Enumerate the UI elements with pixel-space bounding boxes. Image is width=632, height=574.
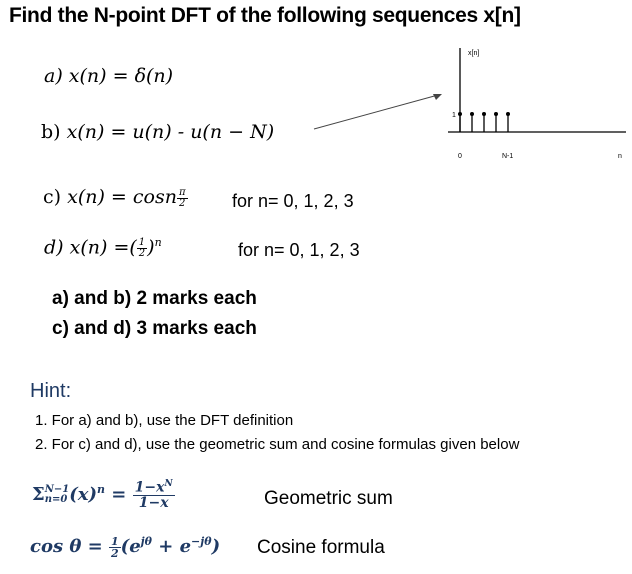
sequence-d-label: d) — [44, 236, 64, 259]
pointer-arrow-line — [314, 95, 438, 129]
sequence-a-expr: x(n) = δ(n) — [68, 65, 174, 87]
stem-marker — [506, 112, 510, 116]
sequence-c-frac-den: 2 — [179, 197, 186, 209]
geometric-sum-label: Geometric sum — [264, 488, 393, 509]
sequence-c — [43, 186, 188, 209]
cosine-exponent-2: −jθ — [191, 535, 212, 548]
stem-marker — [494, 112, 498, 116]
hint-item-1: 1. For a) and b), use the DFT definition — [35, 412, 294, 429]
stem-marker — [482, 112, 486, 116]
cosine-rhs-mid: + e — [151, 536, 192, 557]
stem-marker — [470, 112, 474, 116]
sequence-d-fraction — [137, 238, 147, 259]
sequence-c-condition: for n= 0, 1, 2, 3 — [232, 191, 354, 211]
marks-line-1: a) and b) 2 marks each — [52, 288, 257, 309]
sequence-d-exponent: n — [154, 236, 162, 249]
cosine-rhs-open: (e — [120, 536, 141, 557]
sigma-upper-limit: N−1 — [44, 483, 70, 495]
geometric-sum-numerator-exponent: N — [164, 479, 173, 489]
geometric-sum-formula — [32, 480, 175, 510]
sequence-b-label: b) — [41, 121, 61, 143]
geometric-sum-exponent: n — [96, 482, 105, 496]
hint-heading: Hint: — [30, 380, 72, 402]
stem-plot-y-tick: 1 — [452, 112, 456, 119]
stem-plot-x-tick-end: N-1 — [502, 153, 514, 160]
sequence-d — [44, 236, 162, 259]
cosine-formula — [30, 535, 220, 559]
cosine-rhs-close: ) — [211, 536, 221, 557]
geometric-sum-fraction — [133, 480, 175, 510]
sequence-d-expr: x(n) =( — [69, 236, 137, 259]
sequence-c-label: c) — [43, 186, 62, 208]
geometric-sum-numerator: 1−x — [134, 479, 165, 496]
cosine-lhs: cos θ = — [30, 536, 103, 557]
sequence-c-expr: x(n) = cosn — [67, 186, 177, 208]
sigma-limits — [45, 485, 69, 505]
sigma-symbol: Σ — [32, 483, 45, 505]
sequence-b — [41, 121, 274, 143]
sequence-a — [44, 65, 173, 87]
sequence-d-frac-num: 1 — [138, 236, 146, 248]
cosine-frac-den: 2 — [111, 546, 119, 560]
sigma-lower-limit: n=0 — [44, 493, 68, 505]
cosine-exponent-1: jθ — [140, 535, 152, 548]
geometric-sum-denominator: 1−x — [138, 494, 169, 511]
cosine-fraction — [109, 536, 121, 559]
sequence-d-condition: for n= 0, 1, 2, 3 — [238, 240, 360, 260]
geometric-sum-equals: = — [104, 483, 127, 505]
pointer-arrow — [310, 85, 450, 135]
stem-plot-x-tick-start: 0 — [458, 153, 462, 160]
sequence-d-suffix: ) — [147, 236, 155, 259]
geometric-sum-body: (x) — [69, 483, 97, 505]
marks-line-2: c) and d) 3 marks each — [52, 318, 257, 339]
sequence-b-expr: x(n) = u(n) - u(n − N) — [66, 121, 275, 143]
stem-marker — [458, 112, 462, 116]
stem-plot-stems — [458, 112, 510, 132]
sequence-a-label: a) — [44, 65, 63, 87]
sequence-c-frac-num: π — [178, 186, 186, 198]
stem-plot-x-axis-label: n — [618, 153, 622, 160]
sequence-d-frac-den: 2 — [138, 247, 146, 259]
sequence-c-fraction — [177, 188, 188, 209]
stem-plot-axis-label: x[n] — [468, 50, 480, 57]
hint-item-2: 2. For c) and d), use the geometric sum and cosine formulas given below — [35, 436, 520, 453]
stem-plot — [440, 40, 630, 170]
cosine-formula-label: Cosine formula — [257, 537, 385, 558]
cosine-frac-num: 1 — [111, 534, 119, 548]
page-title: Find the N-point DFT of the following sequences x[n] — [9, 4, 521, 27]
